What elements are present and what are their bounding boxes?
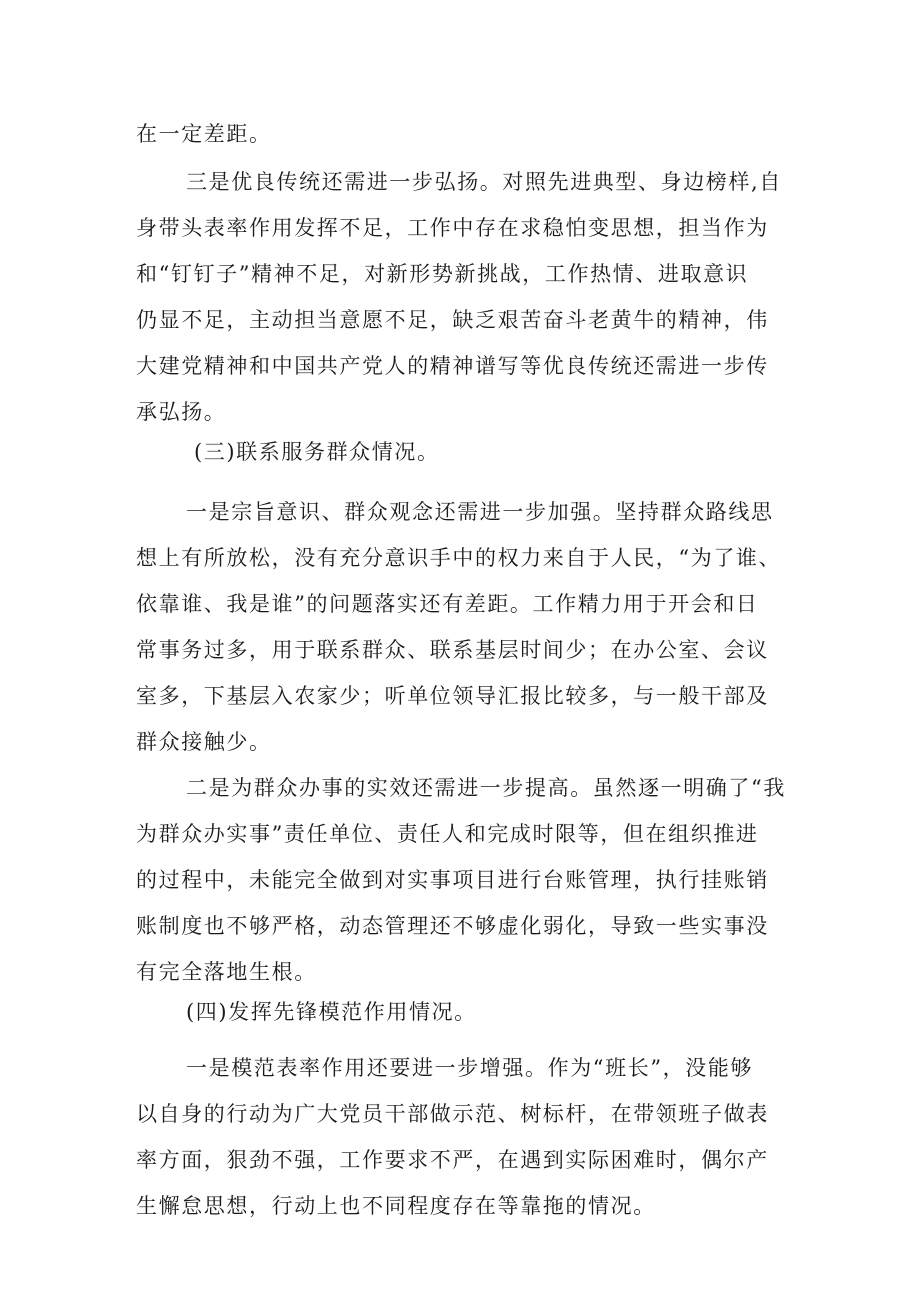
text-line: 率方面，狠劲不强，工作要求不严，在遇到实际困难时，偶尔产 (136, 1148, 769, 1172)
text-line: 想上有所放松，没有充分意识手中的权力来自于人民，“为了谁、 (136, 546, 782, 570)
paragraph-first-line: 一是模范表率作用还要进一步增强。作为“班长”，没能够 (186, 1056, 754, 1080)
text-line: 承弘扬。 (136, 400, 227, 424)
text-line: 有完全落地生根。 (136, 960, 317, 984)
text-line: 仍显不足，主动担当意愿不足，缺乏艰苦奋斗老黄牛的精神，伟 (136, 308, 769, 332)
text-line: 依靠谁、我是谁”的问题落实还有差距。工作精力用于开会和日 (136, 592, 759, 616)
text-line: 身带头表率作用发挥不足，工作中存在求稳怕变思想，担当作为 (136, 216, 769, 240)
section-heading-4: (四)发挥先锋模范作用情况。 (186, 1000, 477, 1024)
section-heading-3: (三)联系服务群众情况。 (194, 440, 440, 464)
text-line: 常事务过多，用于联系群众、联系基层时间少；在办公室、会议 (136, 638, 769, 662)
text-line: 室多，下基层入农家少；听单位领导汇报比较多，与一般干部及 (136, 684, 769, 708)
text-line: 以自身的行动为广大党员干部做示范、树标杆，在带领班子做表 (136, 1102, 769, 1126)
paragraph-first-line: 三是优良传统还需进一步弘扬。对照先进典型、身边榜样,自 (186, 170, 782, 194)
text-line: 大建党精神和中国共产党人的精神谱写等优良传统还需进一步传 (136, 354, 769, 378)
paragraph-first-line: 二是为群众办事的实效还需进一步提高。虽然逐一明确了“我 (186, 776, 786, 800)
text-line: 账制度也不够严格，动态管理还不够虚化弱化，导致一些实事没 (136, 914, 769, 938)
text-line: 为群众办实事”责任单位、责任人和完成时限等，但在组织推进 (136, 822, 759, 846)
text-line: 生懈怠思想，行动上也不同程度存在等靠拖的情况。 (136, 1194, 656, 1218)
text-line: 的过程中，未能完全做到对实事项目进行台账管理，执行挂账销 (136, 868, 769, 892)
text-line: 在一定差距。 (136, 122, 272, 146)
paragraph-first-line: 一是宗旨意识、群众观念还需进一步加强。坚持群众路线思 (186, 500, 774, 524)
text-line: 和“钉钉子”精神不足，对新形势新挑战，工作热情、进取意识 (136, 262, 749, 286)
text-line: 群众接触少。 (136, 730, 272, 754)
